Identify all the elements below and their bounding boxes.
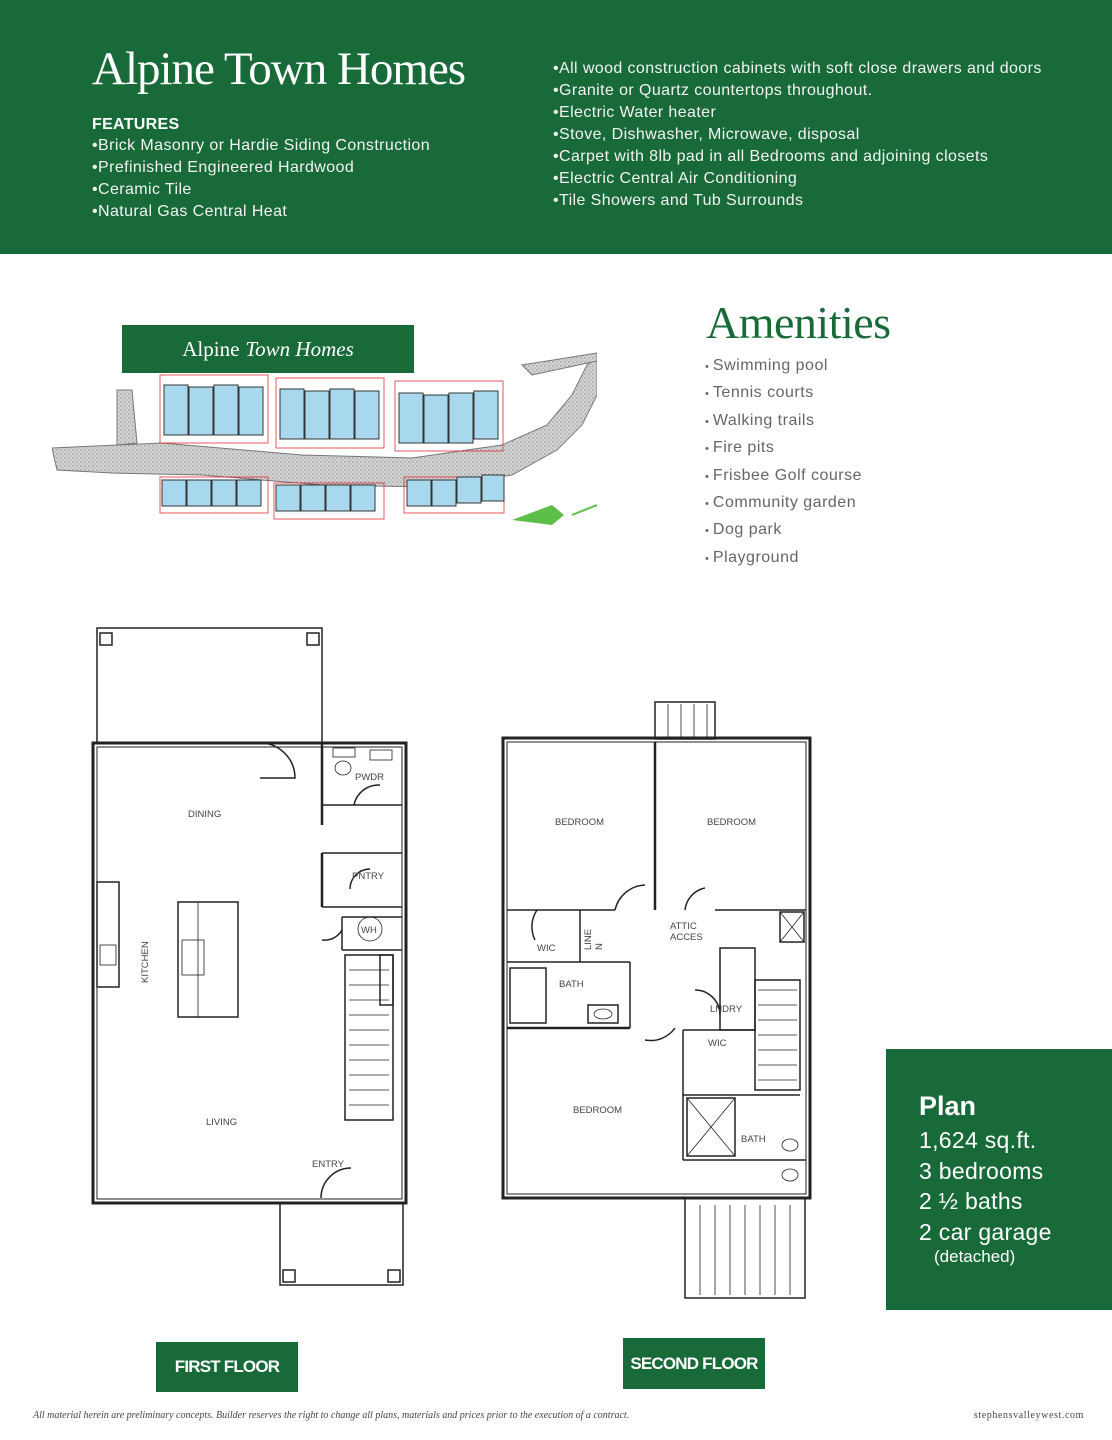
room-label-bath-1: BATH [559, 979, 584, 990]
footer-disclaimer: All material herein are preliminary concepts. Builder reserves the right to change all plans, materials and prices prior to the execution of a contract. [33, 1410, 630, 1421]
room-label-dining: DINING [188, 809, 222, 820]
features-list-right [553, 58, 1042, 212]
plan-note: (detached) [934, 1247, 1016, 1266]
feature-item: • Brick Masonry or Hardie Siding Construction [92, 135, 430, 157]
room-label-attic-1: ATTIC [670, 921, 697, 932]
amenity-item: • Fire pits [705, 434, 862, 461]
room-label-wh: WH [361, 925, 377, 936]
amenities-list [705, 352, 862, 571]
site-plan-banner [122, 325, 414, 373]
room-label-bath-2: BATH [741, 1134, 766, 1145]
room-label-wic-1: WIC [537, 943, 556, 954]
room-label-wic-2: WIC [708, 1038, 727, 1049]
features-list-left [92, 135, 430, 223]
plan-spec-sqft: 1,624 sq.ft. [919, 1127, 1037, 1153]
plan-spec-garage: 2 car garage [919, 1218, 1052, 1245]
footer-website: stephensvalleywest.com [973, 1410, 1084, 1421]
plan-title: Plan [919, 1091, 977, 1121]
plan-summary-box [886, 1049, 1112, 1310]
feature-item: • Prefinished Engineered Hardwood [92, 157, 430, 179]
feature-item: • Electric Water heater [553, 102, 1042, 124]
room-label-bedroom-2: BEDROOM [707, 817, 757, 828]
amenity-item: • Community garden [705, 489, 862, 516]
amenity-item: • Dog park [705, 516, 862, 543]
amenity-item: • Frisbee Golf course [705, 462, 862, 489]
first-floor-label: FIRST FLOOR [156, 1342, 298, 1392]
feature-item: • All wood construction cabinets with soft close drawers and doors [553, 58, 1042, 80]
first-floor-plan [80, 625, 415, 1295]
room-label-living: LIVING [206, 1117, 238, 1128]
room-label-line: LINE [583, 928, 594, 950]
room-label-lndry: LNDRY [710, 1004, 743, 1015]
second-floor-drawing [495, 700, 820, 1300]
room-label-kitchen: KITCHEN [140, 941, 151, 983]
feature-item: • Ceramic Tile [92, 179, 430, 201]
second-floor-label: SECOND FLOOR [623, 1338, 765, 1389]
room-label-entry: ENTRY [312, 1159, 345, 1170]
plan-spec-bedrooms: 3 bedrooms [919, 1157, 1044, 1184]
amenities-title: Amenities [706, 297, 891, 348]
feature-item: • Carpet with 8lb pad in all Bedrooms and adjoining closets [553, 146, 1042, 168]
site-plan [52, 325, 597, 525]
amenity-item: • Walking trails [705, 407, 862, 434]
site-plan-banner-italic: Town Homes [245, 336, 354, 361]
plan-specs-list [919, 1125, 1052, 1247]
amenity-item: • Swimming pool [705, 352, 862, 379]
feature-item: • Stove, Dishwasher, Microwave, disposal [553, 124, 1042, 146]
room-label-pwdr: PWDR [355, 772, 385, 783]
plan-spec-baths: 2 ½ baths [919, 1188, 1023, 1214]
header-banner [0, 0, 1112, 254]
room-label-bedroom-1: BEDROOM [555, 817, 605, 828]
amenity-item: • Playground [705, 544, 862, 571]
room-label-pntry: PNTRY [352, 871, 385, 882]
page-title: Alpine Town Homes [92, 43, 466, 95]
room-label-bedroom-3: BEDROOM [573, 1105, 623, 1116]
amenity-item: • Tennis courts [705, 379, 862, 406]
feature-item: • Granite or Quartz countertops throughout. [553, 80, 1042, 102]
second-floor-plan [495, 700, 820, 1300]
features-heading: FEATURES [92, 116, 180, 133]
first-floor-drawing [80, 625, 415, 1295]
feature-item: • Electric Central Air Conditioning [553, 168, 1042, 190]
room-label-n: N [594, 943, 605, 950]
feature-item: • Tile Showers and Tub Surrounds [553, 190, 1042, 212]
room-label-attic-2: ACCES [670, 932, 703, 943]
feature-item: • Natural Gas Central Heat [92, 201, 430, 223]
site-plan-banner-name: Alpine [182, 336, 240, 361]
